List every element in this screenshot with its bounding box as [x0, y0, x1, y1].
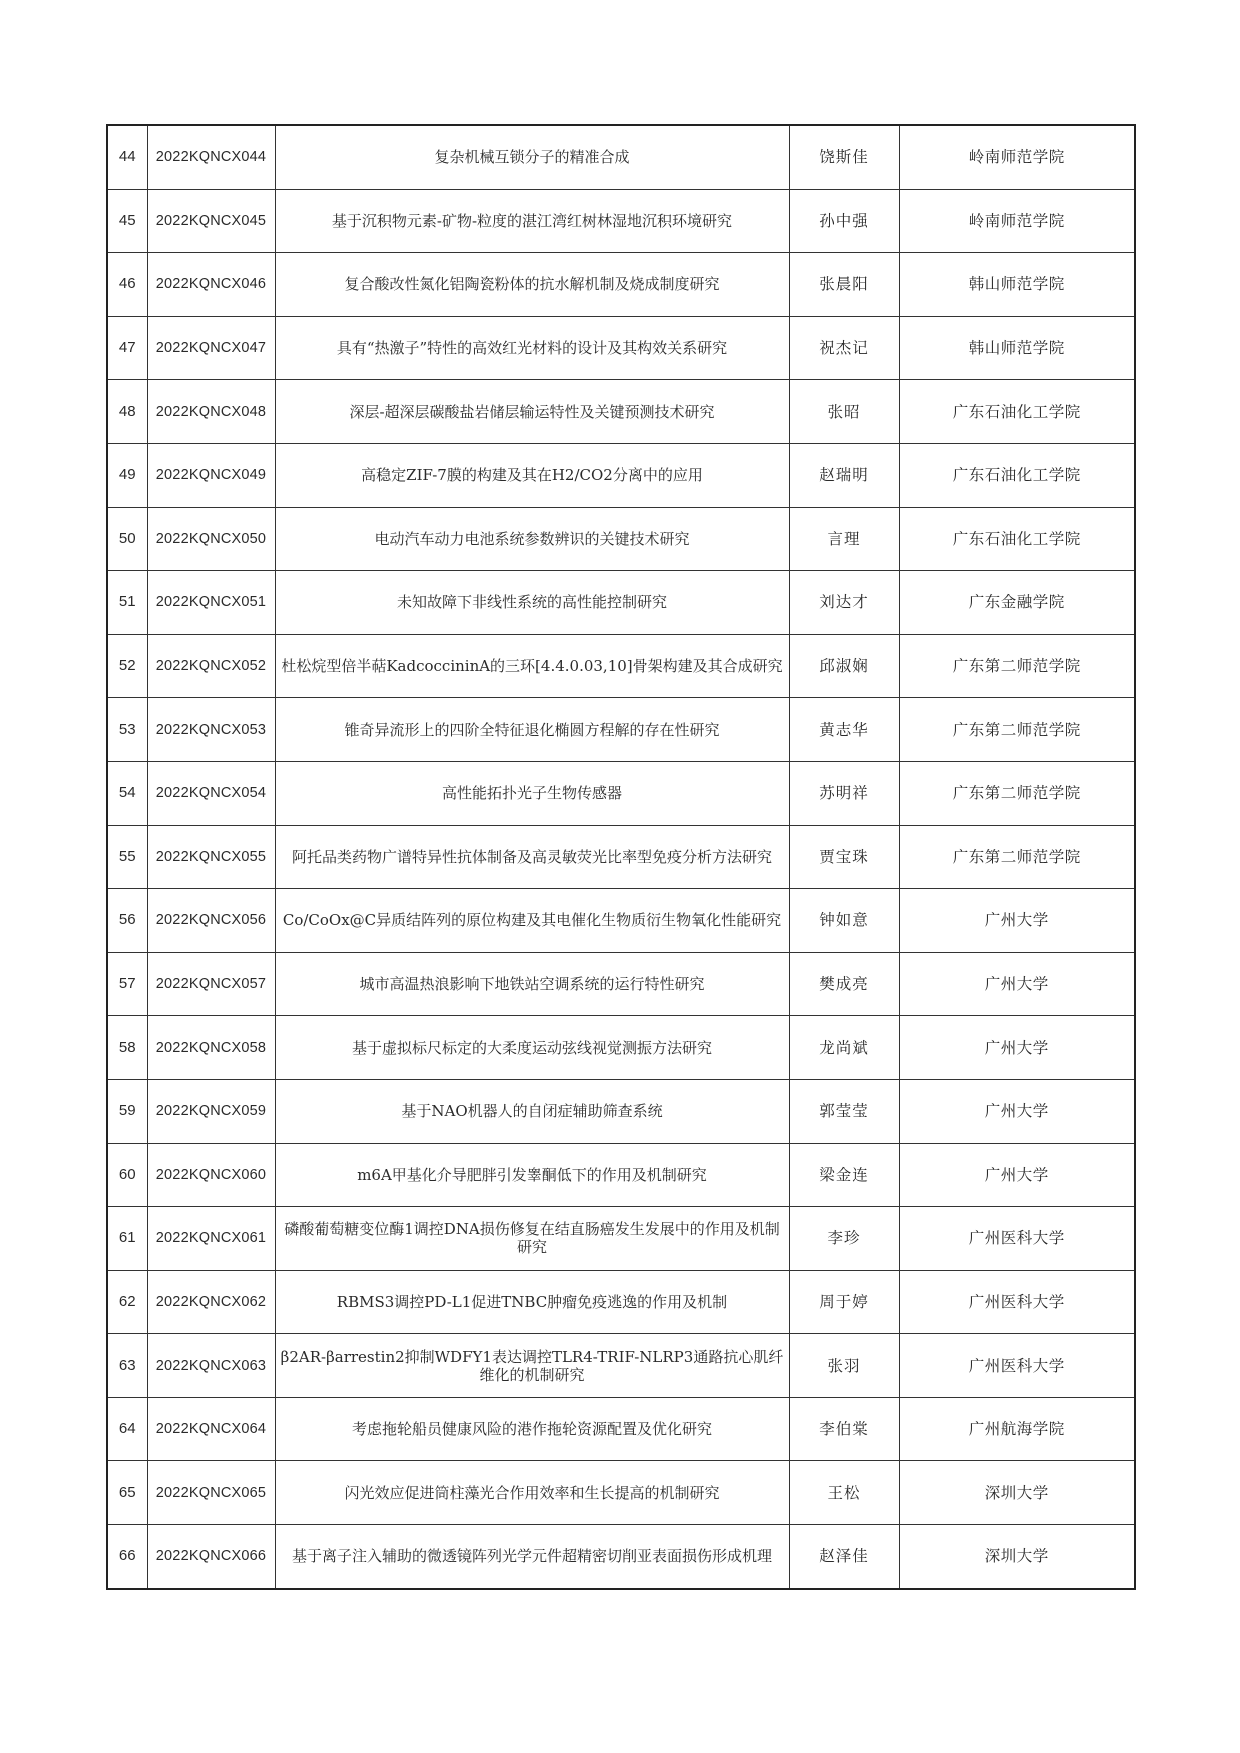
applicant-name: 张晨阳: [789, 253, 899, 317]
project-title: RBMS3调控PD-L1促进TNBC肿瘤免疫逃逸的作用及机制: [275, 1270, 789, 1334]
row-number: 53: [107, 698, 147, 762]
project-code: 2022KQNCX064: [147, 1397, 275, 1461]
project-code: 2022KQNCX053: [147, 698, 275, 762]
table-row: [107, 634, 1135, 698]
table-row: [107, 189, 1135, 253]
project-title: 闪光效应促进筒柱藻光合作用效率和生长提高的机制研究: [275, 1461, 789, 1525]
applicant-name: 郭莹莹: [789, 1079, 899, 1143]
project-title: 基于NAO机器人的自闭症辅助筛查系统: [275, 1079, 789, 1143]
project-code: 2022KQNCX057: [147, 952, 275, 1016]
row-number: 58: [107, 1016, 147, 1080]
institution-name: 广东第二师范学院: [899, 761, 1135, 825]
row-number: 45: [107, 189, 147, 253]
row-number: 55: [107, 825, 147, 889]
project-title: 具有“热激子”特性的高效红光材料的设计及其构效关系研究: [275, 316, 789, 380]
row-number: 54: [107, 761, 147, 825]
project-code: 2022KQNCX063: [147, 1334, 275, 1398]
table-row: [107, 1525, 1135, 1589]
applicant-name: 李珍: [789, 1207, 899, 1271]
table-row: [107, 1461, 1135, 1525]
table-row: [107, 571, 1135, 635]
row-number: 47: [107, 316, 147, 380]
project-title: 电动汽车动力电池系统参数辨识的关键技术研究: [275, 507, 789, 571]
project-code: 2022KQNCX045: [147, 189, 275, 253]
institution-name: 深圳大学: [899, 1525, 1135, 1589]
project-code: 2022KQNCX059: [147, 1079, 275, 1143]
project-title: 基于虚拟标尺标定的大柔度运动弦线视觉测振方法研究: [275, 1016, 789, 1080]
project-title: Co/CoOx@C异质结阵列的原位构建及其电催化生物质衍生物氧化性能研究: [275, 889, 789, 953]
table-row: [107, 1270, 1135, 1334]
institution-name: 广东石油化工学院: [899, 507, 1135, 571]
project-title: 未知故障下非线性系统的高性能控制研究: [275, 571, 789, 635]
applicant-name: 赵瑞明: [789, 443, 899, 507]
row-number: 56: [107, 889, 147, 953]
institution-name: 岭南师范学院: [899, 125, 1135, 189]
row-number: 50: [107, 507, 147, 571]
institution-name: 韩山师范学院: [899, 316, 1135, 380]
project-title: 杜松烷型倍半萜KadcoccininA的三环[4.4.0.03,10]骨架构建及其合成研究: [275, 634, 789, 698]
institution-name: 深圳大学: [899, 1461, 1135, 1525]
row-number: 51: [107, 571, 147, 635]
project-title: 高稳定ZIF-7膜的构建及其在H2/CO2分离中的应用: [275, 443, 789, 507]
applicant-name: 梁金连: [789, 1143, 899, 1207]
applicant-name: 钟如意: [789, 889, 899, 953]
institution-name: 韩山师范学院: [899, 253, 1135, 317]
applicant-name: 孙中强: [789, 189, 899, 253]
row-number: 62: [107, 1270, 147, 1334]
applicant-name: 言理: [789, 507, 899, 571]
project-title: m6A甲基化介导肥胖引发睾酮低下的作用及机制研究: [275, 1143, 789, 1207]
project-title: 高性能拓扑光子生物传感器: [275, 761, 789, 825]
table-row: [107, 380, 1135, 444]
table-row: [107, 1334, 1135, 1398]
institution-name: 广东金融学院: [899, 571, 1135, 635]
project-code: 2022KQNCX054: [147, 761, 275, 825]
project-code: 2022KQNCX047: [147, 316, 275, 380]
applicant-name: 赵泽佳: [789, 1525, 899, 1589]
row-number: 52: [107, 634, 147, 698]
project-title: 考虑拖轮船员健康风险的港作拖轮资源配置及优化研究: [275, 1397, 789, 1461]
project-code: 2022KQNCX056: [147, 889, 275, 953]
institution-name: 广东第二师范学院: [899, 698, 1135, 762]
applicant-name: 祝杰记: [789, 316, 899, 380]
row-number: 64: [107, 1397, 147, 1461]
project-title: 磷酸葡萄糖变位酶1调控DNA损伤修复在结直肠癌发生发展中的作用及机制研究: [275, 1207, 789, 1271]
institution-name: 广州大学: [899, 952, 1135, 1016]
applicant-name: 李伯棠: [789, 1397, 899, 1461]
applicant-name: 樊成亮: [789, 952, 899, 1016]
project-code: 2022KQNCX066: [147, 1525, 275, 1589]
row-number: 44: [107, 125, 147, 189]
table-row: [107, 125, 1135, 189]
institution-name: 广州大学: [899, 889, 1135, 953]
institution-name: 广州医科大学: [899, 1270, 1135, 1334]
project-code: 2022KQNCX065: [147, 1461, 275, 1525]
table-row: [107, 1016, 1135, 1080]
table-row: [107, 1397, 1135, 1461]
row-number: 57: [107, 952, 147, 1016]
row-number: 60: [107, 1143, 147, 1207]
row-number: 49: [107, 443, 147, 507]
applicant-name: 邱淑娴: [789, 634, 899, 698]
institution-name: 广州航海学院: [899, 1397, 1135, 1461]
project-code: 2022KQNCX050: [147, 507, 275, 571]
project-code: 2022KQNCX058: [147, 1016, 275, 1080]
applicant-name: 黄志华: [789, 698, 899, 762]
applicant-name: 苏明祥: [789, 761, 899, 825]
table-row: [107, 761, 1135, 825]
institution-name: 广州大学: [899, 1079, 1135, 1143]
row-number: 61: [107, 1207, 147, 1271]
project-code: 2022KQNCX049: [147, 443, 275, 507]
table-row: [107, 253, 1135, 317]
institution-name: 广东第二师范学院: [899, 634, 1135, 698]
institution-name: 广州大学: [899, 1143, 1135, 1207]
table-row: [107, 1207, 1135, 1271]
applicant-name: 周于婷: [789, 1270, 899, 1334]
project-title: 锥奇异流形上的四阶全特征退化椭圆方程解的存在性研究: [275, 698, 789, 762]
applicant-name: 刘达才: [789, 571, 899, 635]
row-number: 46: [107, 253, 147, 317]
project-code: 2022KQNCX052: [147, 634, 275, 698]
institution-name: 广州大学: [899, 1016, 1135, 1080]
institution-name: 广州医科大学: [899, 1207, 1135, 1271]
table-row: [107, 443, 1135, 507]
row-number: 48: [107, 380, 147, 444]
project-title: 基于离子注入辅助的微透镜阵列光学元件超精密切削亚表面损伤形成机理: [275, 1525, 789, 1589]
applicant-name: 张昭: [789, 380, 899, 444]
row-number: 59: [107, 1079, 147, 1143]
table-row: [107, 507, 1135, 571]
project-title: 阿托品类药物广谱特异性抗体制备及高灵敏荧光比率型免疫分析方法研究: [275, 825, 789, 889]
project-code: 2022KQNCX051: [147, 571, 275, 635]
table-row: [107, 889, 1135, 953]
project-title: 基于沉积物元素-矿物-粒度的湛江湾红树林湿地沉积环境研究: [275, 189, 789, 253]
table-row: [107, 952, 1135, 1016]
institution-name: 岭南师范学院: [899, 189, 1135, 253]
table-row: [107, 1079, 1135, 1143]
row-number: 65: [107, 1461, 147, 1525]
row-number: 63: [107, 1334, 147, 1398]
project-code: 2022KQNCX046: [147, 253, 275, 317]
applicant-name: 龙尚斌: [789, 1016, 899, 1080]
project-title: 复合酸改性氮化铝陶瓷粉体的抗水解机制及烧成制度研究: [275, 253, 789, 317]
table-body: [107, 125, 1135, 1589]
institution-name: 广东第二师范学院: [899, 825, 1135, 889]
institution-name: 广东石油化工学院: [899, 443, 1135, 507]
project-title: 深层-超深层碳酸盐岩储层输运特性及关键预测技术研究: [275, 380, 789, 444]
project-code: 2022KQNCX055: [147, 825, 275, 889]
applicant-name: 张羽: [789, 1334, 899, 1398]
table-row: [107, 698, 1135, 762]
row-number: 66: [107, 1525, 147, 1589]
project-title: β2AR-βarrestin2抑制WDFY1表达调控TLR4-TRIF-NLRP3通路抗心肌纤维化的机制研究: [275, 1334, 789, 1398]
project-title: 城市高温热浪影响下地铁站空调系统的运行特性研究: [275, 952, 789, 1016]
table-row: [107, 825, 1135, 889]
project-code: 2022KQNCX061: [147, 1207, 275, 1271]
project-code: 2022KQNCX060: [147, 1143, 275, 1207]
applicant-name: 饶斯佳: [789, 125, 899, 189]
project-table: [106, 124, 1136, 1590]
table-row: [107, 316, 1135, 380]
project-code: 2022KQNCX062: [147, 1270, 275, 1334]
project-code: 2022KQNCX044: [147, 125, 275, 189]
project-title: 复杂机械互锁分子的精准合成: [275, 125, 789, 189]
institution-name: 广州医科大学: [899, 1334, 1135, 1398]
institution-name: 广东石油化工学院: [899, 380, 1135, 444]
table-row: [107, 1143, 1135, 1207]
applicant-name: 贾宝珠: [789, 825, 899, 889]
applicant-name: 王松: [789, 1461, 899, 1525]
project-code: 2022KQNCX048: [147, 380, 275, 444]
